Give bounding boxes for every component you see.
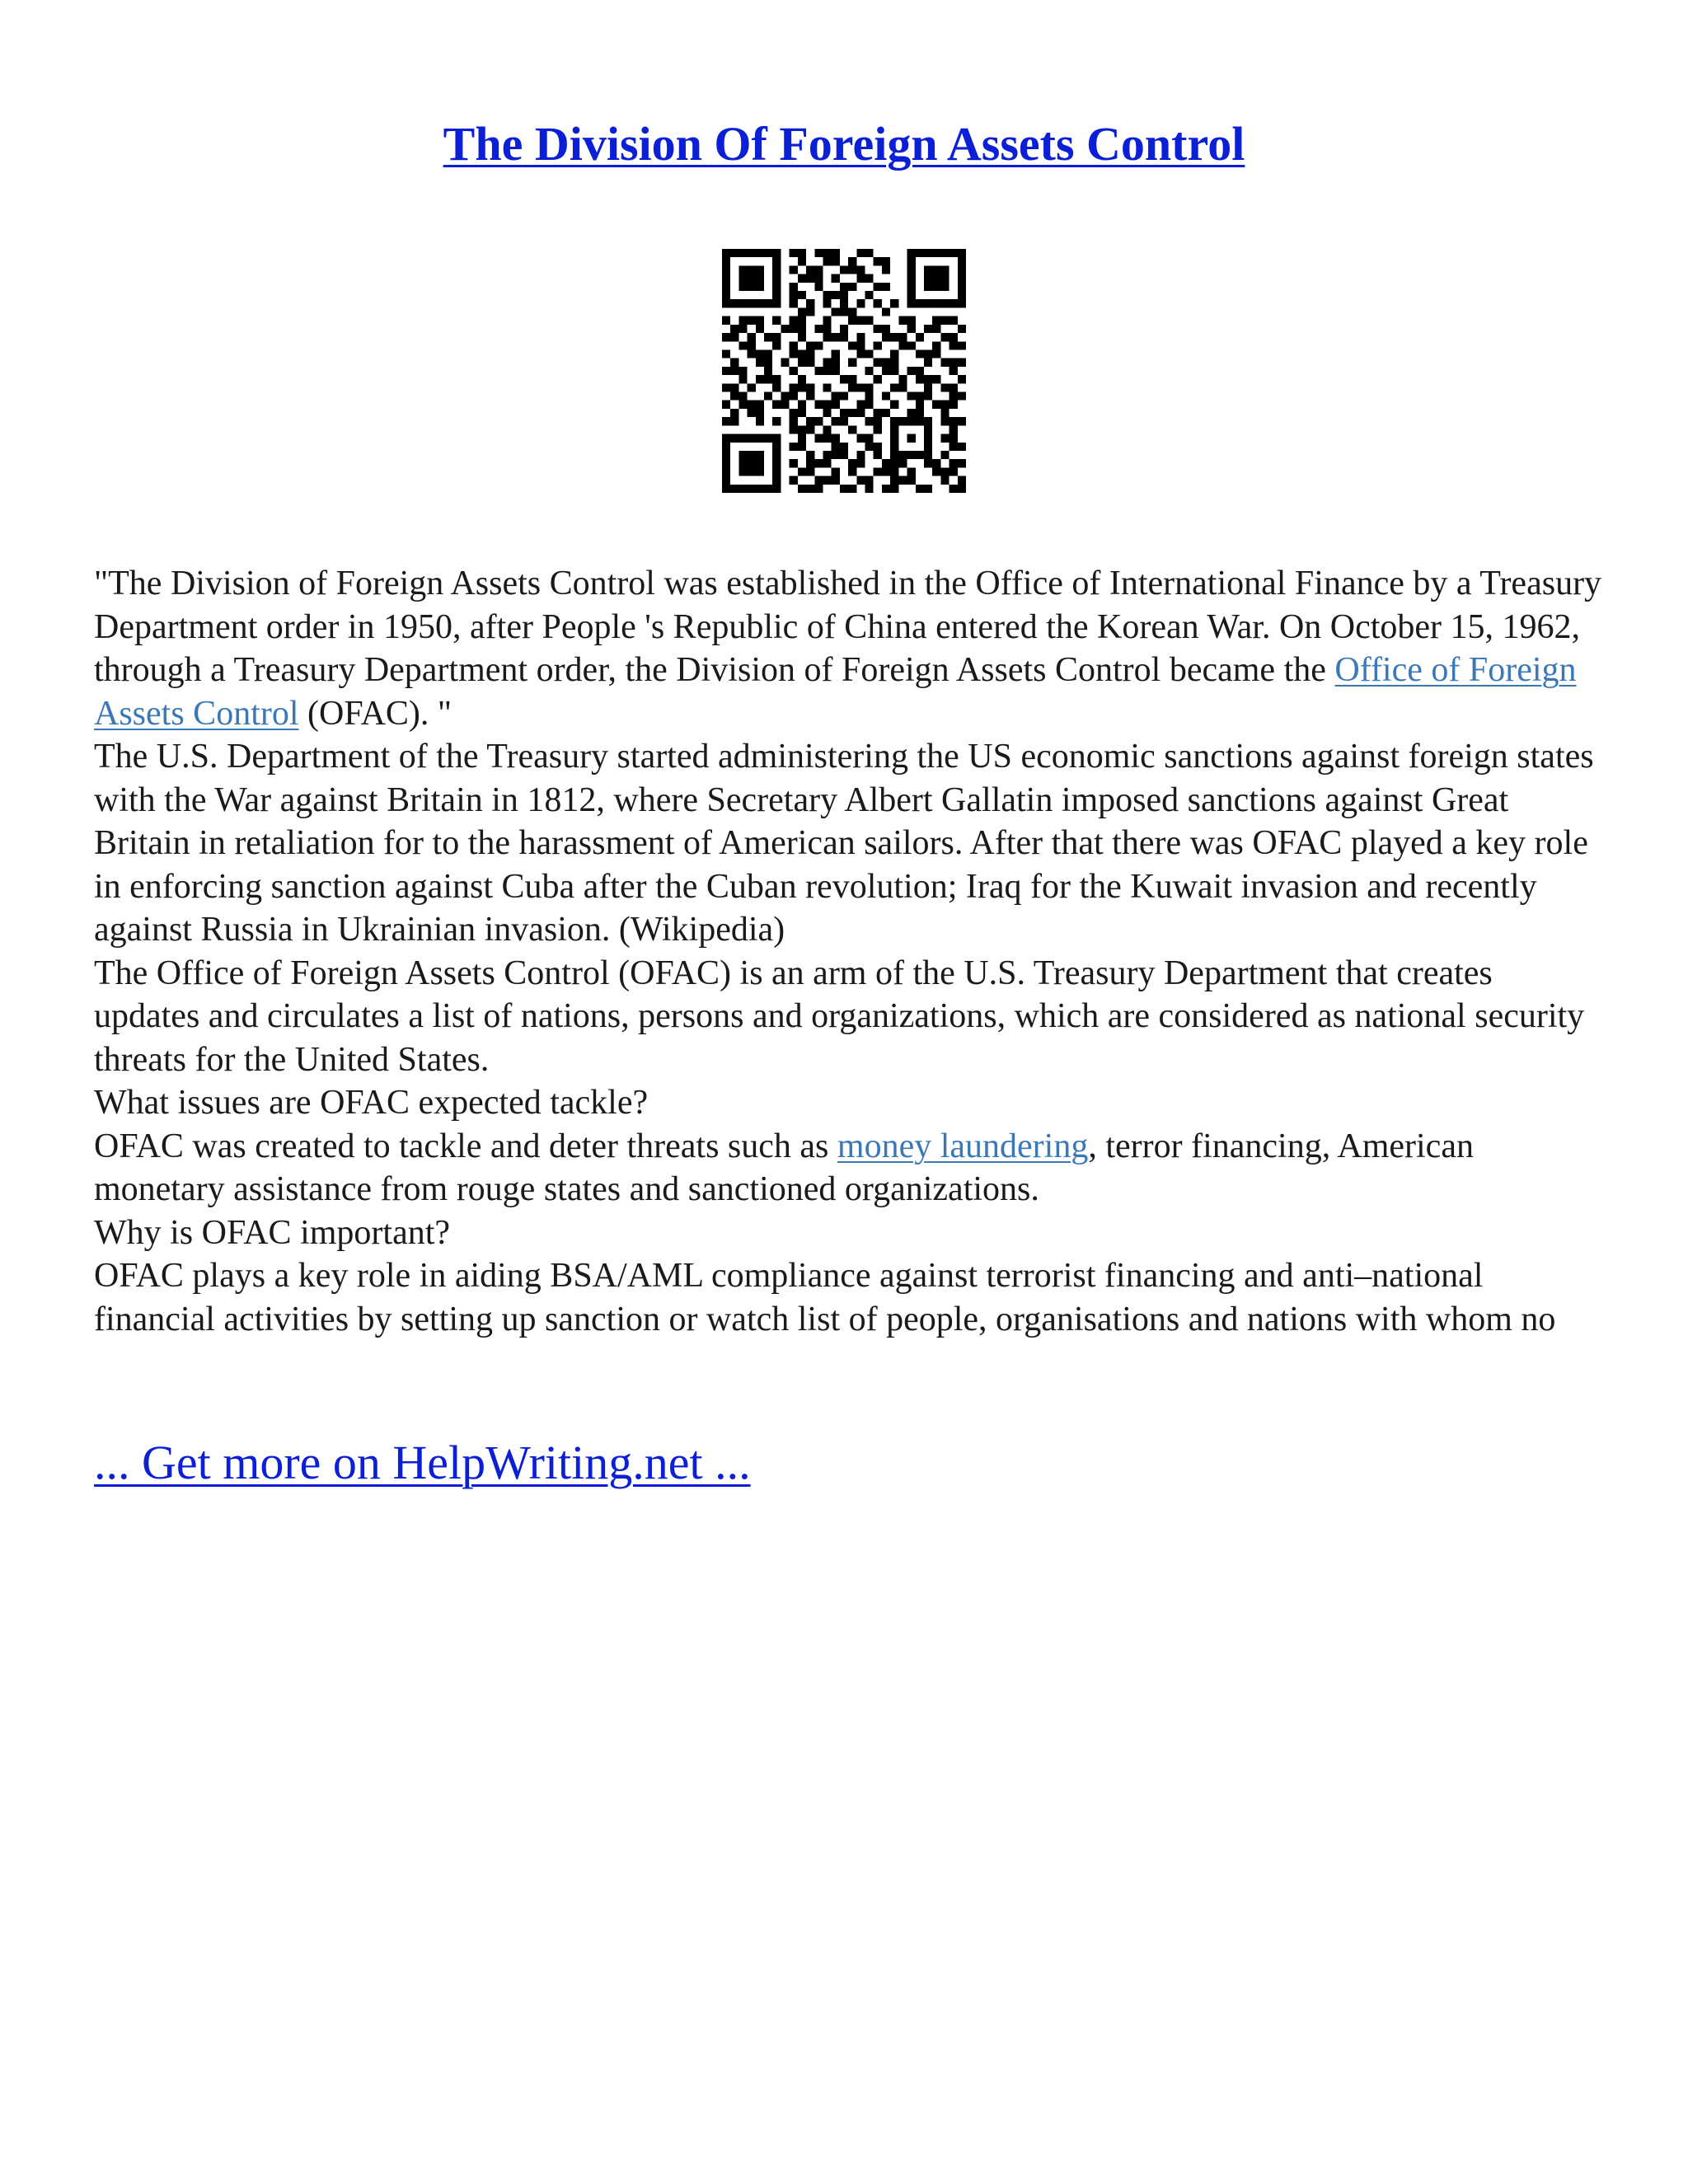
question-issues: What issues are OFAC expected tackle? [94,1084,649,1122]
paragraph-history [94,562,1602,735]
get-more-link[interactable]: ... Get more on HelpWriting.net ... [94,1436,751,1489]
paragraph-treasury: The U.S. Department of the Treasury started administering the US economic sanctions against foreign states with the War against Britain in 1812, where Secretary Albert Gallatin imposed sanctions against Great Britain in retaliation for to the harassment of American sailors. After that there was OFAC played a key role in enforcing sanction against Cuba after the Cuban revolution; Iraq for the Kuwait invasion and recently against Russia in Ukrainian invasion. (Wikipedia) [94,738,1594,949]
paragraph-ofac-arm: The Office of Foreign Assets Control (OFAC) is an arm of the U.S. Treasury Department that creates updates and circulates a list of nations, persons and organizations, which are considered as national security threats for the United States. [94,954,1585,1079]
ofac-link[interactable]: Office of Foreign Assets Control [94,651,1577,733]
page-title [0,115,1688,173]
paragraph-history-tail: (OFAC). " [298,694,452,733]
question-importance: Why is OFAC important? [94,1213,451,1252]
qr-code-icon [722,249,966,493]
money-laundering-link[interactable]: money laundering [837,1127,1089,1165]
paragraph-threats [94,1125,1602,1212]
paragraph-threats-tail: , terror financing, American monetary assistance from rouge states and sanctioned organizations. [94,1127,1474,1208]
title-link[interactable]: The Division Of Foreign Assets Control [443,117,1245,171]
paragraph-history-text: "The Division of Foreign Assets Control was established in the Office of International Finance by a Treasury Department order in 1950, after People 's Republic of China entered the Korean War. On October 15, 1962, through a Treasury Department order, the Division of Foreign Assets Control became the [94,565,1602,689]
paragraph-importance: OFAC plays a key role in aiding BSA/AML compliance against terrorist financing and anti–national financial activities by setting up sanction or watch list of people, organisations and nations with whom no [94,1257,1556,1338]
article-body [94,562,1602,1341]
paragraph-threats-text: OFAC was created to tackle and deter threats such as [94,1127,837,1165]
qr-code-graphic [722,249,966,493]
get-more-container [94,1434,751,1492]
